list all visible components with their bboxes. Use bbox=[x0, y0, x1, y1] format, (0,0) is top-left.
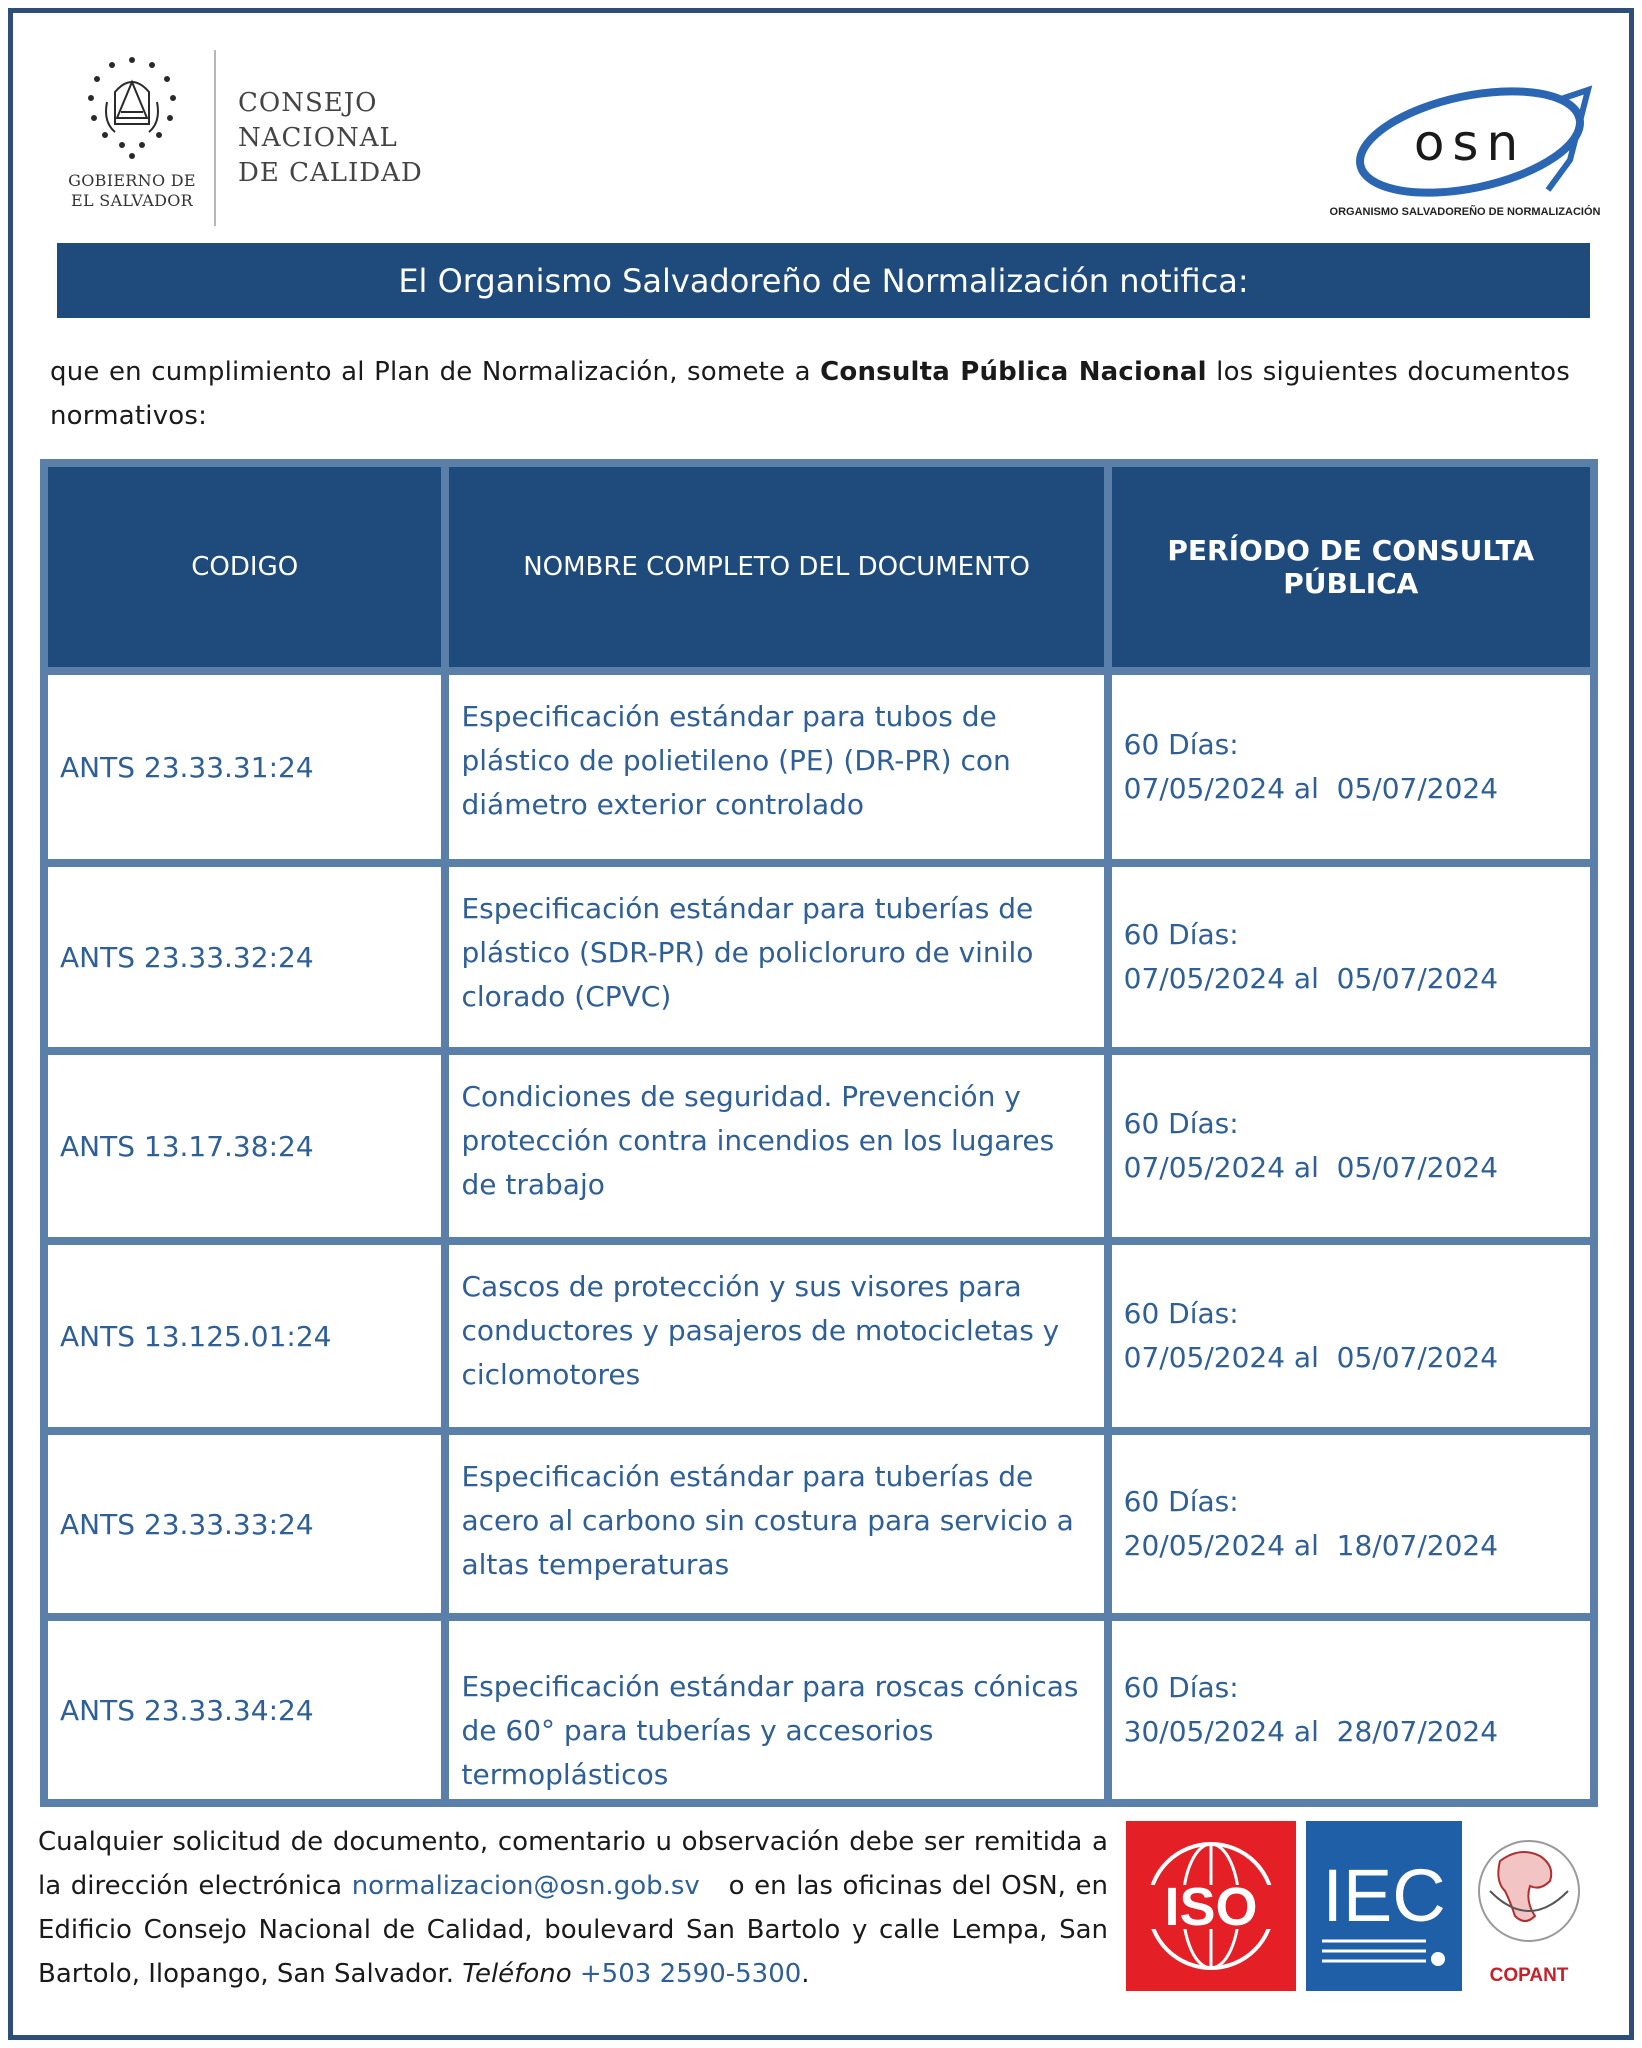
gobierno-logo bbox=[62, 52, 202, 222]
header-periodo: PERÍODO DE CONSULTA PÚBLICA bbox=[1112, 467, 1590, 667]
table-row bbox=[48, 1055, 1590, 1237]
table-header-row bbox=[48, 467, 1590, 667]
osn-logo bbox=[1318, 70, 1608, 225]
row-name: Especificación estándar para tubos de plástico de polietileno (PE) (DR-PR) con diámetro exterior controlado bbox=[449, 675, 1103, 859]
header-nombre: NOMBRE COMPLETO DEL DOCUMENTO bbox=[449, 467, 1103, 667]
row-days: 60 Días: bbox=[1123, 728, 1239, 761]
copant-logo bbox=[1470, 1821, 1588, 1991]
row-period bbox=[1112, 1055, 1590, 1237]
row-name: Condiciones de seguridad. Prevención y protección contra incendios en los lugares de trabajo bbox=[449, 1055, 1103, 1237]
table-row bbox=[48, 867, 1590, 1047]
footer-paragraph bbox=[38, 1820, 1117, 1996]
row-code: ANTS 23.33.31:24 bbox=[48, 675, 441, 859]
phone-number: +503 2590-5300 bbox=[571, 1959, 802, 1989]
row-name: Especificación estándar para tuberías de plástico (SDR-PR) de policloruro de vinilo clorado (CPVC) bbox=[449, 867, 1103, 1047]
iso-text: ISO bbox=[1164, 1877, 1258, 1937]
table-row bbox=[48, 1435, 1590, 1613]
row-days: 60 Días: bbox=[1123, 1107, 1239, 1140]
cnc-name bbox=[238, 86, 423, 191]
row-period bbox=[1112, 867, 1590, 1047]
notify-banner: El Organismo Salvadoreño de Normalización notifica: bbox=[57, 243, 1590, 318]
documents-table bbox=[40, 459, 1598, 1807]
row-range: 07/05/2024 al 05/07/2024 bbox=[1123, 1341, 1499, 1374]
row-code: ANTS 23.33.32:24 bbox=[48, 867, 441, 1047]
gobierno-line2: EL SALVADOR bbox=[71, 191, 193, 210]
iec-text: IEC bbox=[1322, 1854, 1446, 1937]
row-days: 60 Días: bbox=[1123, 1671, 1239, 1704]
copant-text: COPANT bbox=[1489, 1965, 1569, 1986]
header-codigo: CODIGO bbox=[48, 467, 441, 667]
table-row bbox=[48, 675, 1590, 859]
intro-bold: Consulta Pública Nacional bbox=[820, 357, 1207, 387]
cnc-line2: NACIONAL bbox=[238, 123, 398, 153]
row-period bbox=[1112, 1435, 1590, 1613]
row-range: 30/05/2024 al 28/07/2024 bbox=[1123, 1715, 1499, 1748]
footer-text-1: Cualquier solicitud de documento, comentario u observación debe ser remitida a la dirección electrónica bbox=[38, 1827, 1108, 1901]
row-period bbox=[1112, 675, 1590, 859]
row-days: 60 Días: bbox=[1123, 1297, 1239, 1330]
table-row bbox=[48, 1245, 1590, 1427]
header-divider bbox=[214, 50, 216, 226]
intro-paragraph bbox=[50, 350, 1570, 438]
phone-label: Teléfono bbox=[462, 1959, 572, 1989]
row-code: ANTS 23.33.34:24 bbox=[48, 1621, 441, 1799]
footer-end: . bbox=[801, 1959, 810, 1989]
intro-text-after: los siguientes documentos normativos: bbox=[50, 357, 1570, 431]
row-range: 07/05/2024 al 05/07/2024 bbox=[1123, 1151, 1499, 1184]
iec-logo bbox=[1306, 1821, 1462, 1991]
row-name: Especificación estándar para roscas cónicas de 60° para tuberías y accesorios termoplásticos bbox=[449, 1621, 1103, 1799]
row-period bbox=[1112, 1621, 1590, 1799]
intro-text-before: que en cumplimiento al Plan de Normalización, somete a bbox=[50, 357, 821, 387]
row-code: ANTS 23.33.33:24 bbox=[48, 1435, 441, 1613]
row-code: ANTS 13.17.38:24 bbox=[48, 1055, 441, 1237]
osn-caption: ORGANISMO SALVADOREÑO DE NORMALIZACIÓN bbox=[1329, 206, 1601, 218]
row-period bbox=[1112, 1245, 1590, 1427]
row-code: ANTS 13.125.01:24 bbox=[48, 1245, 441, 1427]
footer-text-2: o en las oficinas del OSN, en Edificio Consejo Nacional de Calidad, boulevard San Bartolo y calle Lempa, San Bartolo, Ilopango, San Salvador. bbox=[38, 1871, 1117, 1989]
row-name: Especificación estándar para tuberías de acero al carbono sin costura para servicio a altas temperaturas bbox=[449, 1435, 1103, 1613]
row-days: 60 Días: bbox=[1123, 918, 1239, 951]
osn-logo-text: osn bbox=[1413, 114, 1527, 172]
iso-logo bbox=[1126, 1821, 1296, 1991]
coat-of-arms-icon bbox=[77, 52, 187, 170]
row-days: 60 Días: bbox=[1123, 1485, 1239, 1518]
table-row bbox=[48, 1621, 1590, 1799]
cnc-line1: CONSEJO bbox=[238, 88, 378, 118]
row-range: 07/05/2024 al 05/07/2024 bbox=[1123, 962, 1499, 995]
email-link[interactable]: normalizacion@osn.gob.sv bbox=[351, 1871, 700, 1901]
cnc-line3: DE CALIDAD bbox=[238, 158, 423, 188]
row-range: 20/05/2024 al 18/07/2024 bbox=[1123, 1529, 1499, 1562]
gobierno-line1: GOBIERNO DE bbox=[68, 171, 196, 190]
row-name: Cascos de protección y sus visores para conductores y pasajeros de motocicletas y ciclomotores bbox=[449, 1245, 1103, 1427]
row-range: 07/05/2024 al 05/07/2024 bbox=[1123, 772, 1499, 805]
